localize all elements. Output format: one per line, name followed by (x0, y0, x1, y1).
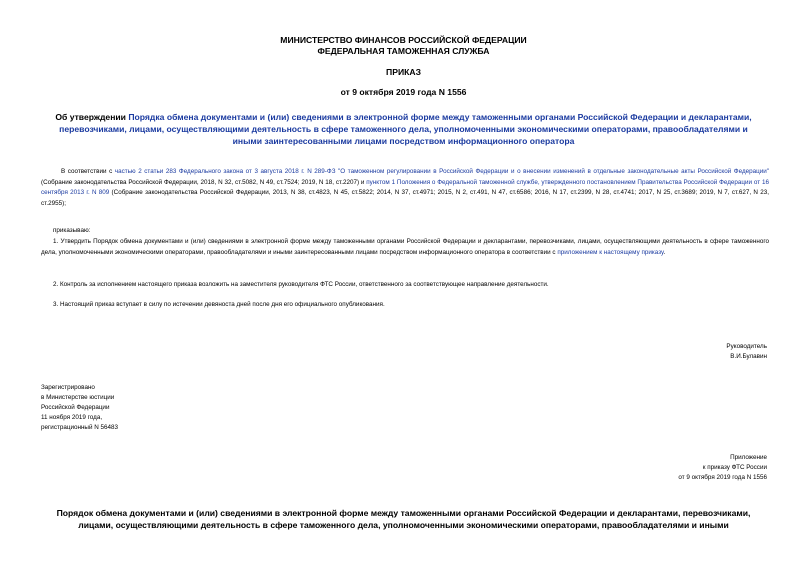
registration-line-3: Российской Федерации (41, 404, 110, 411)
doc-type-heading: ПРИКАЗ (386, 67, 421, 77)
item-1 (41, 237, 769, 258)
registration-line-5: регистрационный N 56483 (41, 424, 119, 431)
appendix-line-2: к приказу ФТС России (702, 464, 767, 471)
preamble-text-3: (Собрание законодательства Российской Федерации, 2013, N 38, ст.4823, N 45, ст.5822; 2014, N 37, ст.4971; 2015, N 2, ст.491, N 47, ст.6586; 2016, N 17, ст.2399, N 28, ст.4741; 2017, N 25, ст.3689; 2019, N 7, ст.627, N 23, ст.2955); (41, 189, 769, 207)
registration-line-1: Зарегистрировано (41, 384, 95, 391)
signature-position: Руководитель (726, 343, 767, 350)
document-title (46, 111, 761, 147)
appendix-line-3: от 9 октября 2019 года N 1556 (678, 474, 767, 481)
item-1-text: 1. Утвердить Порядок обмена документами и (или) сведениями в электронной форме между таможенными органами Российской Федерации и декларантами, перевозчиками, лицами, осуществляющими деятельность в сфере таможенного дела, уполномоченными экономическими операторами, правообладателями и иными заинтересованными лицами посредством информационного оператора в соответствии с (41, 238, 769, 256)
signature-name: В.И.Булавин (730, 353, 767, 360)
appendix-line-1: Приложение (730, 454, 767, 461)
title-prefix: Об утверждении (55, 112, 129, 122)
item-2: 2. Контроль за исполнением настоящего приказа возложить на заместителя руководителя ФТС России, ответственного за соответствующее направление деятельности. (53, 281, 549, 288)
registration-line-2: в Министерстве юстиции (41, 394, 115, 401)
item-3: 3. Настоящий приказ вступает в силу по истечении девяноста дней после дня его официального опубликования. (53, 301, 385, 308)
preamble-paragraph (41, 167, 769, 209)
registration-line-4: 11 ноября 2019 года, (41, 414, 103, 421)
doc-date-number: от 9 октября 2019 года N 1556 (340, 87, 467, 97)
preamble-text-2: (Собрание законодательства Российской Федерации, 2018, N 32, ст.5082, N 49, ст.7524; 2019, N 18, ст.2207) и (41, 178, 367, 186)
ministry-heading: МИНИСТЕРСТВО ФИНАНСОВ РОССИЙСКОЙ ФЕДЕРАЦИИ (280, 35, 527, 45)
order-word: приказываю: (53, 227, 91, 234)
item-1-appendix-link[interactable]: приложением к настоящему приказу (557, 248, 664, 256)
item-1-end: . (663, 248, 666, 256)
preamble-text-1: В соответствии с (61, 168, 115, 175)
service-heading: ФЕДЕРАЛЬНАЯ ТАМОЖЕННАЯ СЛУЖБА (317, 46, 490, 56)
title-link[interactable]: Порядка обмена документами и (или) сведениями в электронной форме между таможенными органами Российской Федерации и декларантами, перевозчиками, лицами, осуществляющими деятельность в сфере таможенного дела, уполномоченными экономическими операторами, правообладателями и иными заинтересованными лицами посредством информационного оператора (59, 112, 752, 146)
preamble-link-law[interactable]: частью 2 статьи 283 Федерального закона от 3 августа 2018 г. N 289-ФЗ "О таможенном регулировании в Российской Федерации и о внесении изменений в отдельные законодательные акты Российской Федерации" (114, 168, 769, 175)
preamble-link-regulation[interactable]: пунктом 1 Положения о Федеральной таможенной службе, утвержденного постановлением Правительства Российской Федерации от 16 сентября 2013 г. N 809 (41, 178, 769, 197)
appendix-title: Порядок обмена документами и (или) сведениями в электронной форме между таможенными органами Российской Федерации и декларантами, перевозчиками, лицами, осуществляющими деятельность в сфере таможенного дела, уполномоченными экономическими операторами, правообладателями и иными (56, 508, 751, 530)
